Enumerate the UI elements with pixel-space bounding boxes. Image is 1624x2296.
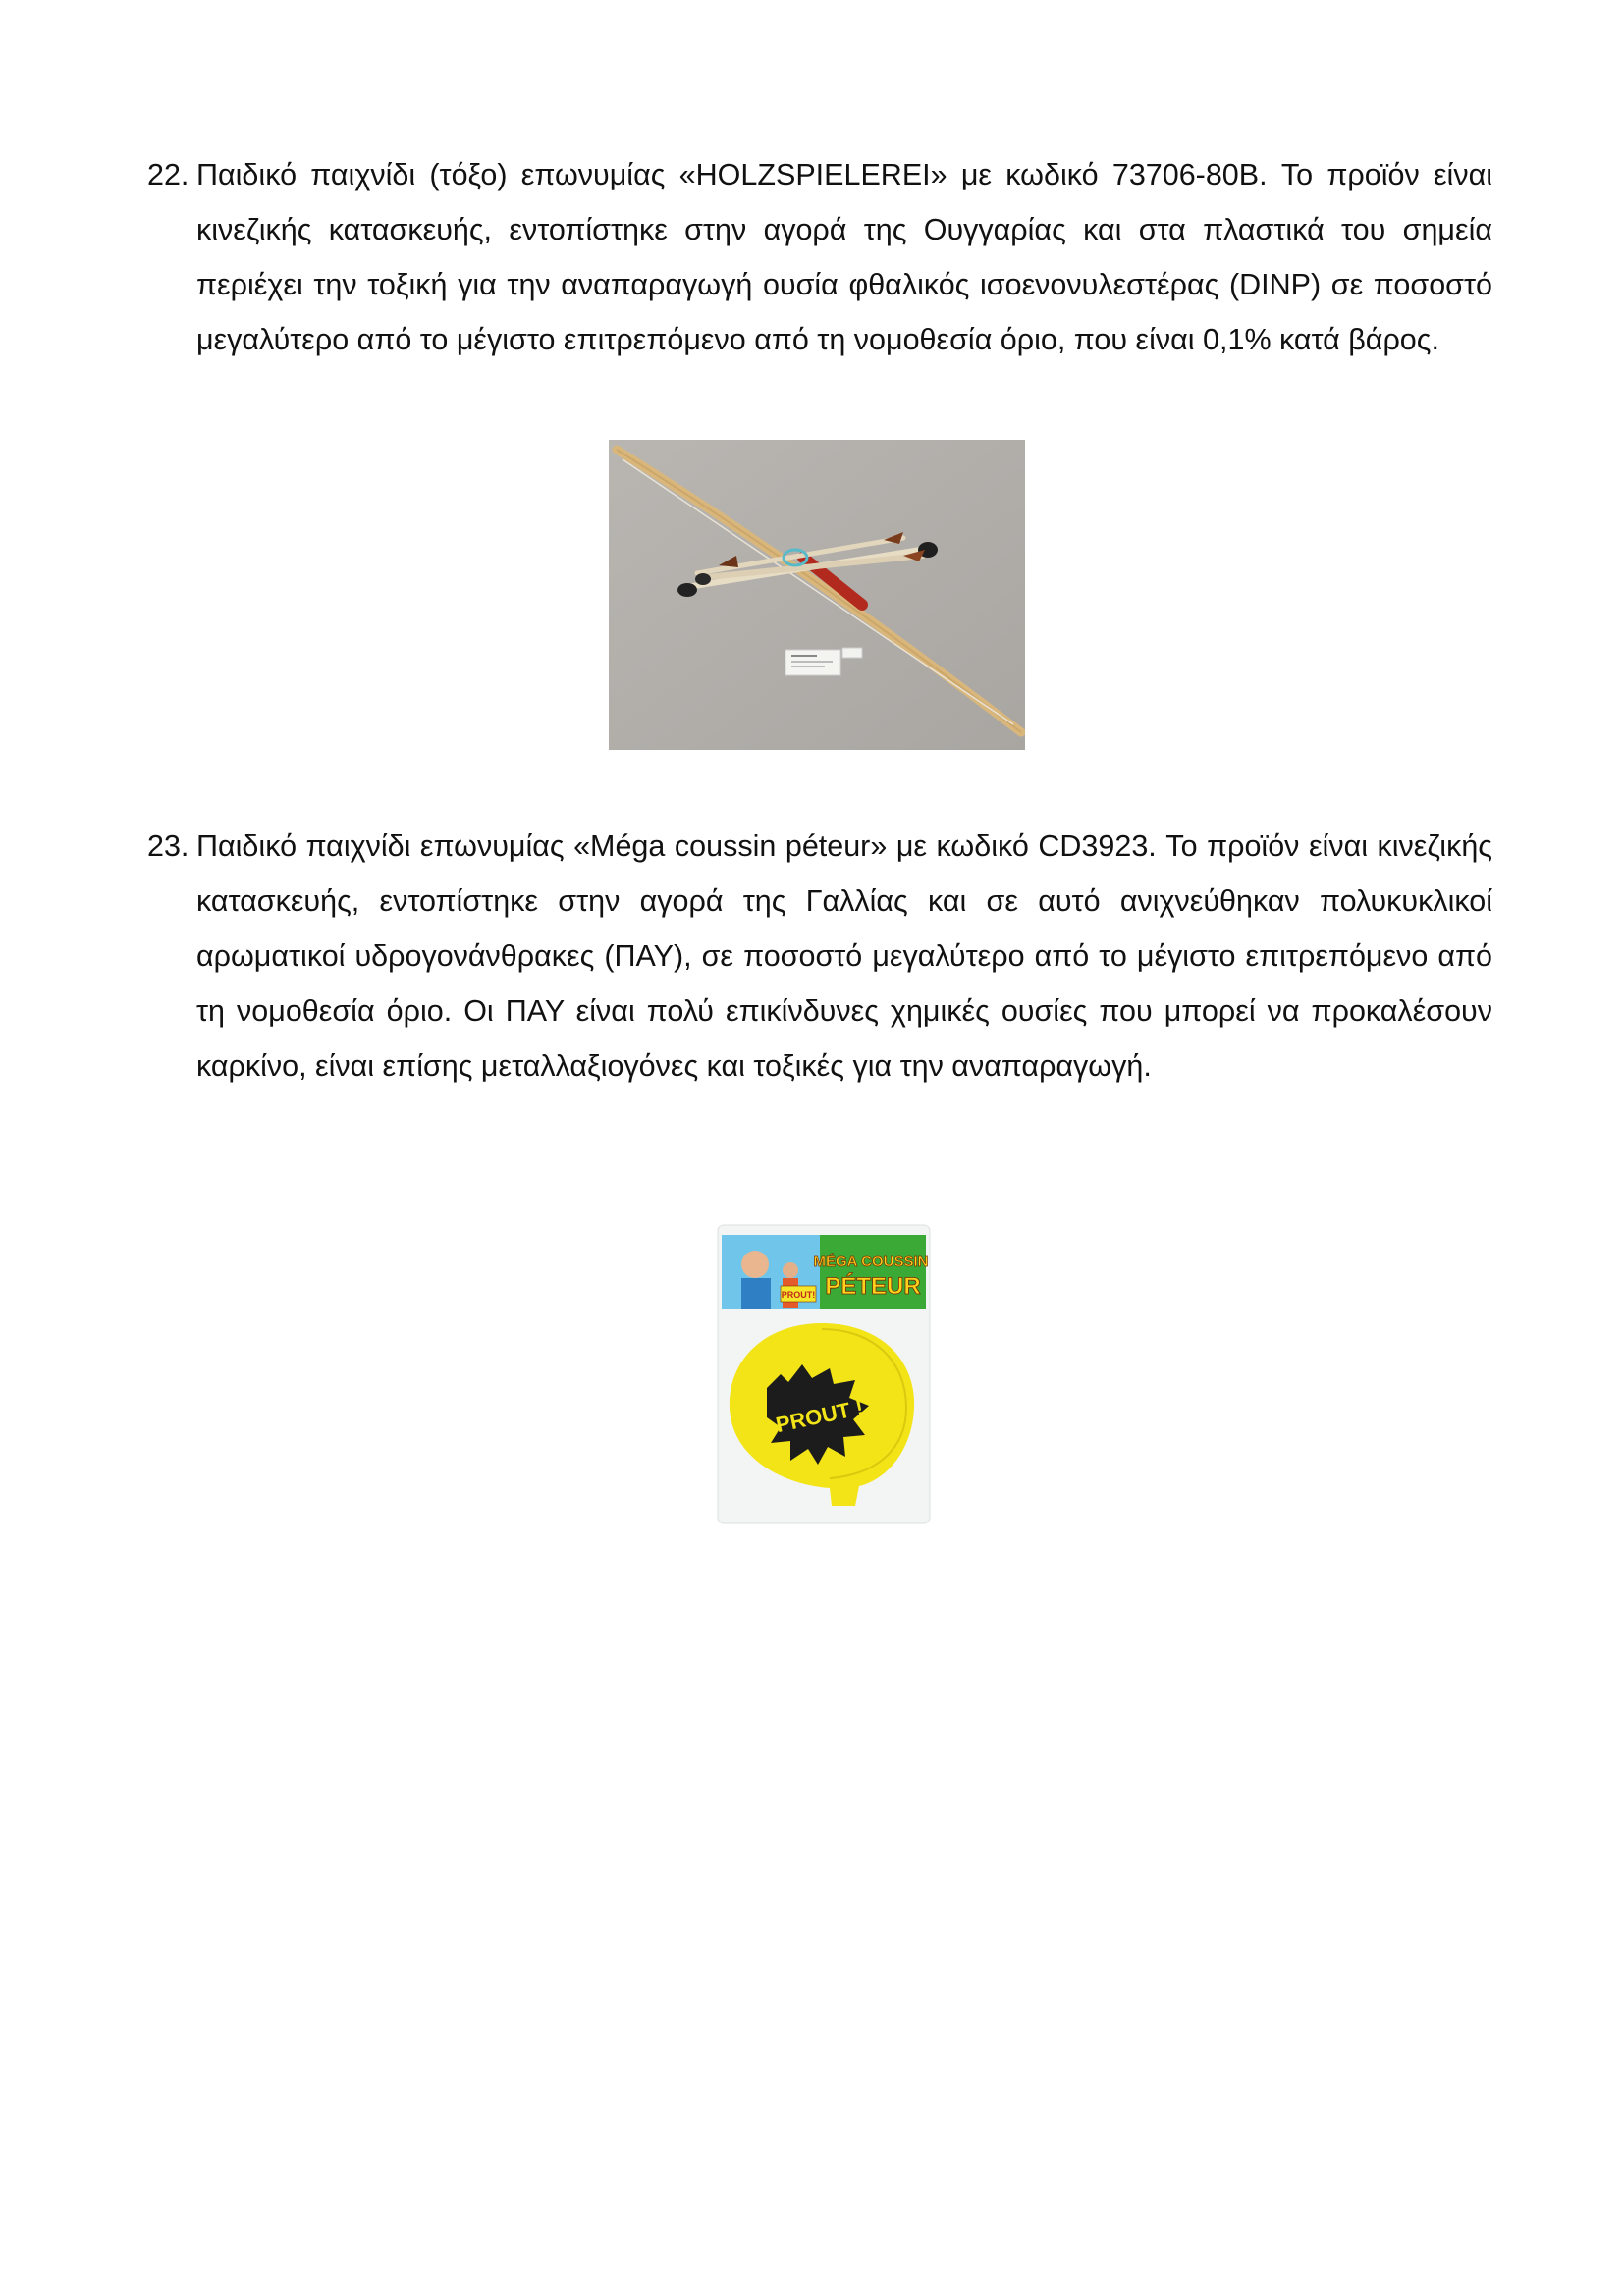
bow-toy-photo [609,440,1025,750]
item-number: 23. [147,829,189,863]
list-item-22 [147,147,1492,367]
item-description: Παιδικό παιχνίδι επωνυμίας «Méga coussin péteur» με κωδικό CD3923. Το προϊόν είναι κινεζικής κατασκευής, εντοπίστηκε στην αγορά της Γαλλίας και σε αυτό ανιχνεύθηκαν πολυκυκλικοί αρωματικοί υδρογονάνθρακες (ΠΑΥ), σε ποσοστό μεγαλύτερο από το μέγιστο επιτρεπόμενο από τη νομοθεσία όριο. Οι ΠΑΥ είναι πολύ επικίνδυνες χημικές ουσίες που μπορεί να προκαλέσουν καρκίνο, είναι επίσης μεταλλαξιογόνες και τοξικές για την αναπαραγωγή. [196,829,1492,1083]
cushion-print: PROUT ! [773,1394,866,1438]
package-header-subtitle: PÉTEUR [825,1273,921,1300]
item-description: Παιδικό παιχνίδι (τόξο) επωνυμίας «HOLZSPIELEREI» με κωδικό 73706-80B. Το προϊόν είναι κινεζικής κατασκευής, εντοπίστηκε στην αγορά της Ουγγαρίας και στα πλαστικά του σημεία περιέχει την τοξική για την αναπαραγωγή ουσία φθαλικός ισοενονυλεστέρας (DINP) σε ποσοστό μεγαλύτερο από το μέγιστο επιτρεπόμενο από τη νομοθεσία όριο, που είναι 0,1% κατά βάρος. [196,158,1492,356]
product-label [785,650,840,675]
package-sticker: PROUT! [781,1290,816,1300]
list-item-23 [147,819,1492,1094]
whoopee-cushion-photo [712,1221,936,1527]
item-number: 22. [147,158,189,191]
package-header-title: MÉGA COUSSIN [813,1254,929,1270]
